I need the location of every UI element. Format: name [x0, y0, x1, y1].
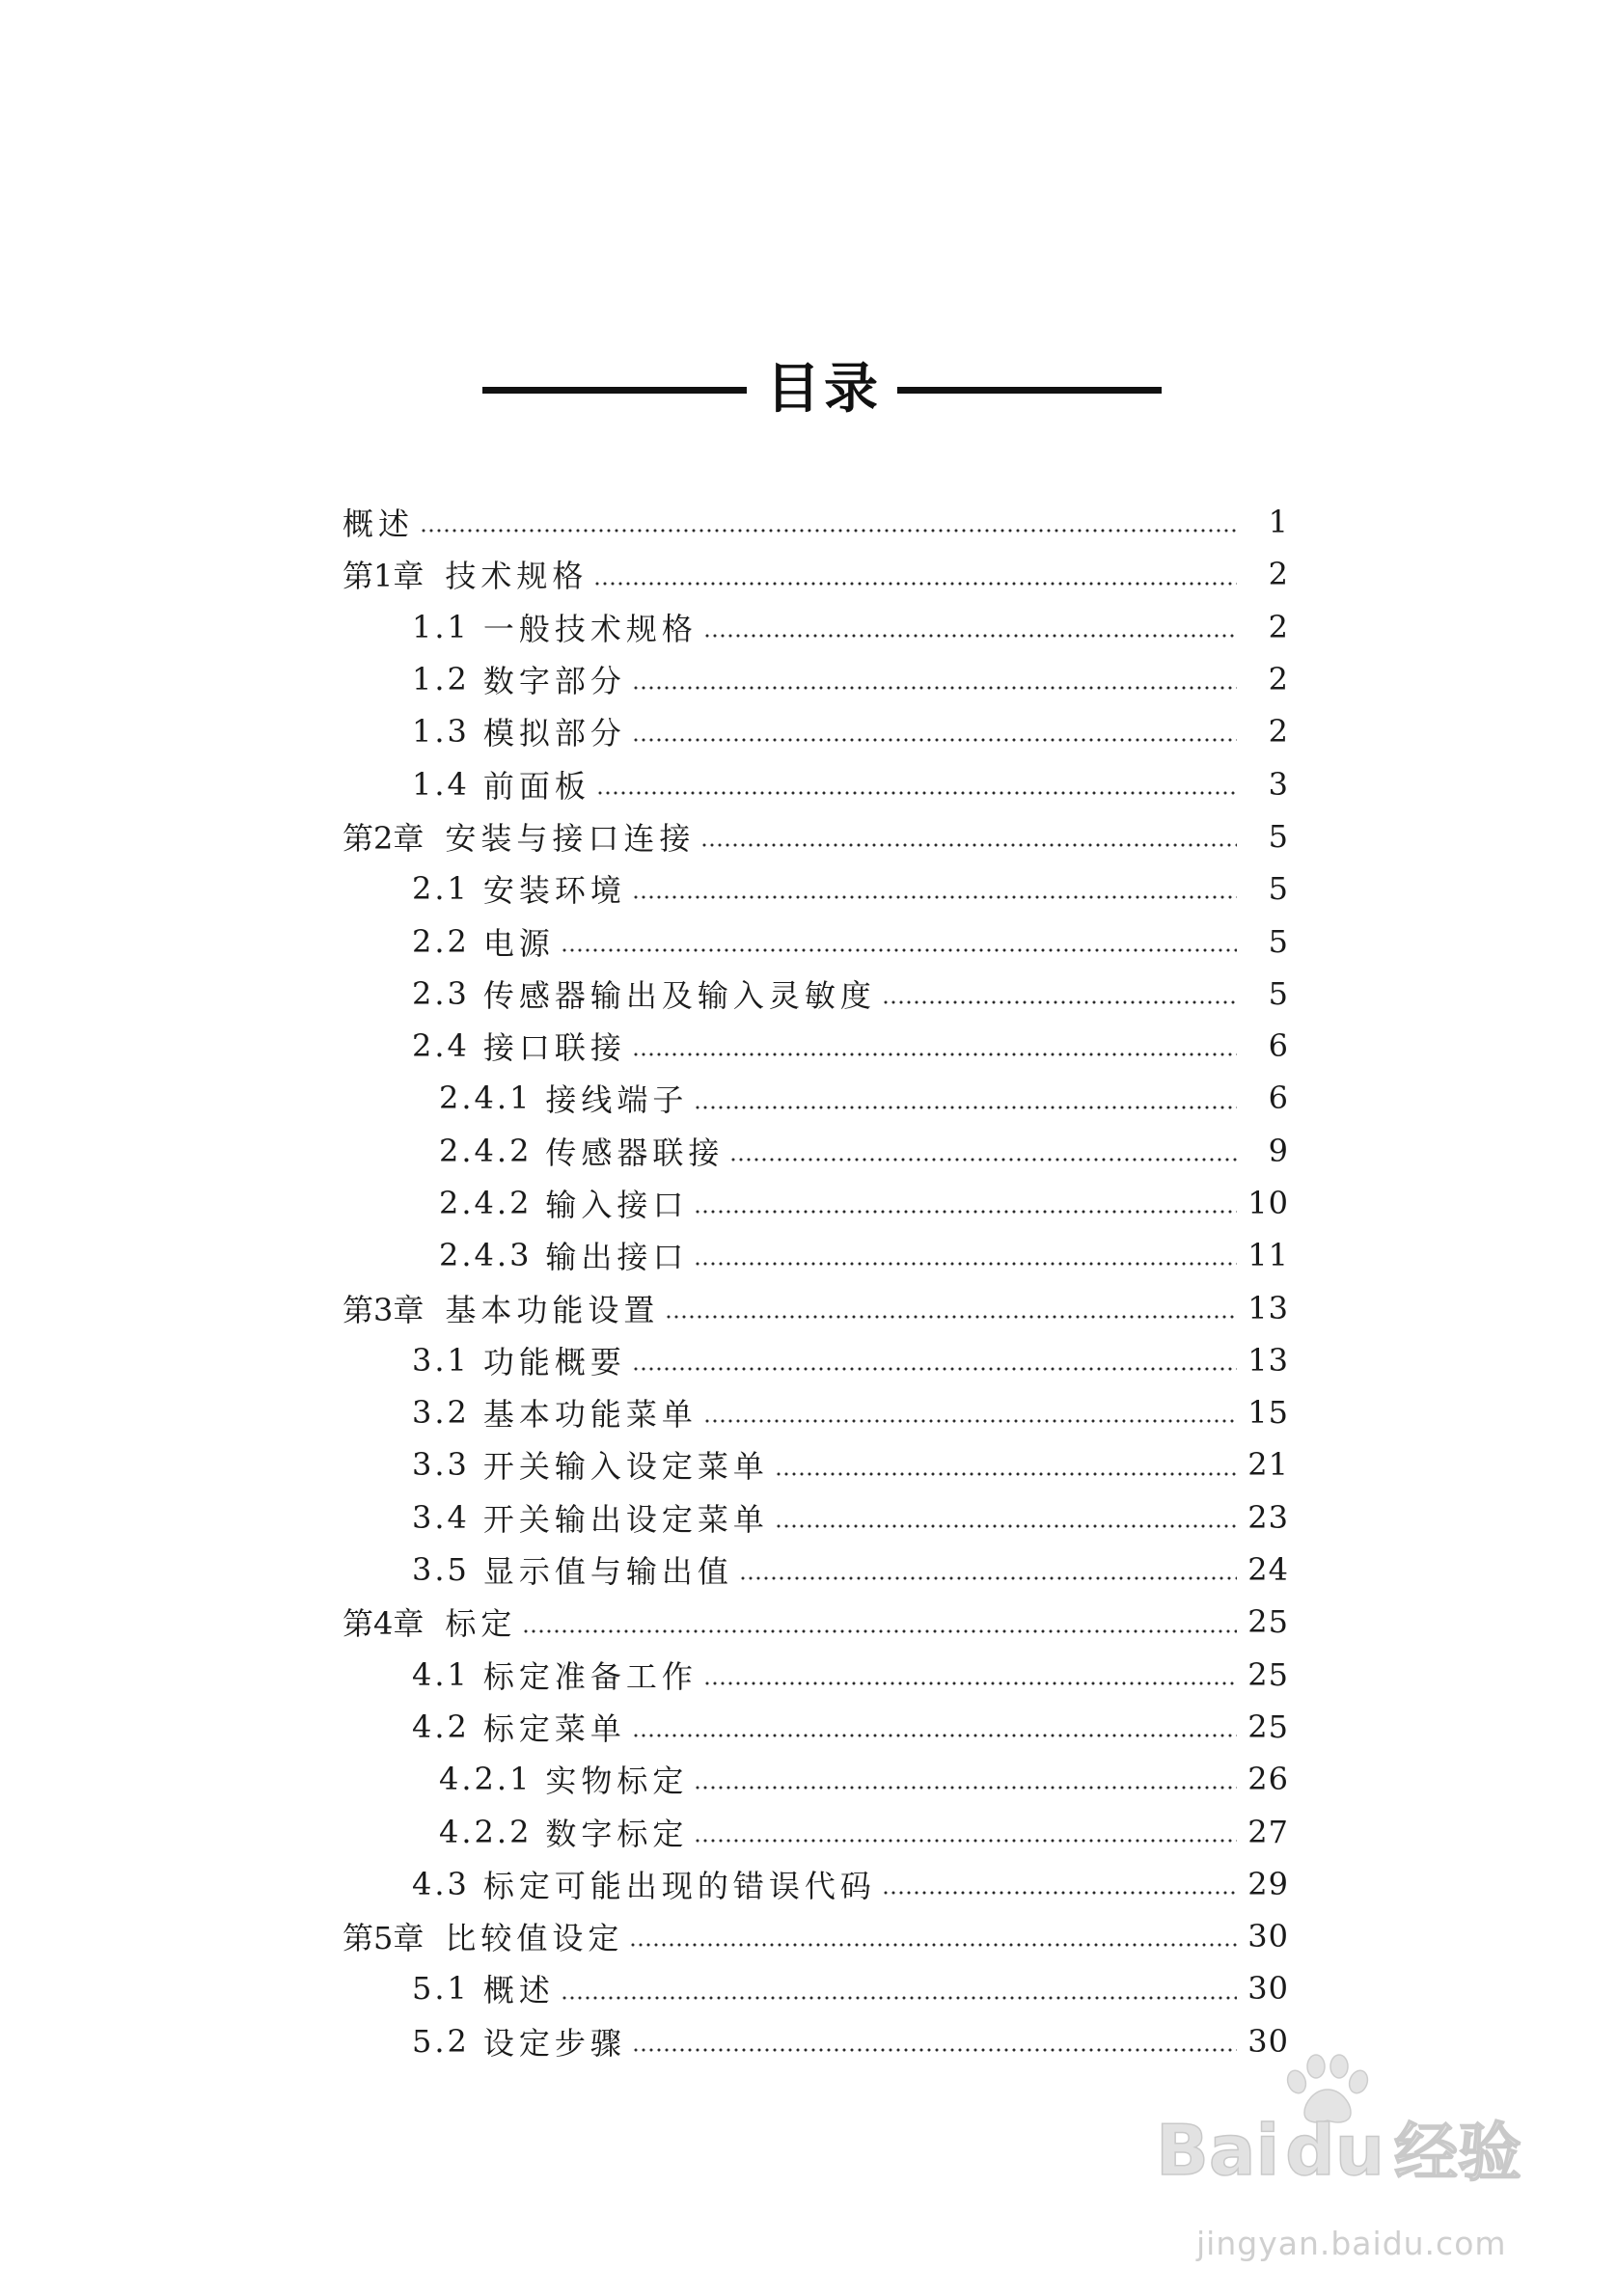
watermark-brand-latin-2: du [1285, 2110, 1384, 2191]
toc-entry [343, 601, 1289, 653]
toc-entry-title: 基本功能设置 [445, 1291, 660, 1328]
toc-entry-number: 3.3 [412, 1446, 470, 1484]
toc-entry-title: 接口联接 [482, 1029, 626, 1067]
toc-entry-number: 第2章 [343, 819, 425, 857]
toc-page-number: 6 [1268, 1080, 1289, 1117]
toc-dot-leader [632, 738, 1237, 742]
toc-entry-title: 安装与接口连接 [445, 819, 696, 857]
toc-page-number: 24 [1247, 1551, 1289, 1589]
toc-entry-number: 3.5 [412, 1551, 470, 1589]
toc-entry-title: 标定菜单 [482, 1709, 626, 1747]
watermark-url: jingyan.baidu.com [1196, 2225, 1507, 2262]
toc-dot-leader [632, 2048, 1237, 2052]
toc-entry-number: 5.2 [412, 2022, 470, 2060]
toc-page-number: 10 [1247, 1185, 1289, 1221]
toc-entry [343, 705, 1289, 757]
toc-entry-title: 输入接口 [545, 1187, 689, 1223]
toc-entry [343, 1858, 1289, 1910]
toc-entry [343, 915, 1289, 967]
toc-entry-title: 概述 [343, 506, 415, 543]
toc-heading [482, 353, 1162, 426]
watermark-brand-cn: 经验 [1393, 2116, 1521, 2190]
toc-entry-title: 传感器联接 [545, 1134, 725, 1171]
toc-entry [343, 1072, 1289, 1124]
toc-entry-title: 标定准备工作 [482, 1657, 698, 1695]
toc-page-number: 3 [1268, 765, 1289, 803]
toc-dot-leader [420, 529, 1237, 533]
toc-page-number: 25 [1247, 1708, 1289, 1745]
page-title: 目录 [766, 358, 882, 421]
toc-page-number: 30 [1247, 2022, 1289, 2060]
toc-entry-number: 第5章 [343, 1920, 425, 1957]
toc-page-number: 27 [1247, 1813, 1289, 1850]
toc-entry-number: 4.3 [412, 1865, 470, 1902]
toc-page-number: 30 [1247, 1970, 1289, 2008]
toc-entry-title: 安装环境 [482, 872, 626, 910]
toc-entry-number: 4.2 [412, 1708, 470, 1745]
toc-entry-title: 电源 [482, 924, 555, 962]
toc-dot-leader [593, 582, 1237, 586]
toc-page-number: 5 [1268, 974, 1289, 1012]
toc-entry-title: 设定步骤 [482, 2024, 626, 2062]
toc-dot-leader [561, 948, 1237, 952]
toc-entry [343, 1491, 1289, 1544]
toc-entry [343, 1649, 1289, 1701]
toc-page-number: 25 [1247, 1655, 1289, 1693]
toc-page-number: 29 [1247, 1865, 1289, 1902]
toc-dot-leader [632, 1734, 1237, 1737]
toc-dot-leader [629, 1943, 1237, 1947]
toc-entry-number: 5.1 [412, 1970, 470, 2008]
heading-rule-left [482, 387, 747, 394]
toc-entry [343, 2015, 1289, 2067]
toc-entry [343, 1438, 1289, 1490]
toc-page-number: 9 [1268, 1132, 1289, 1169]
toc-dot-leader [882, 1000, 1237, 1004]
toc-entry-number: 2.4 [412, 1027, 470, 1065]
toc-entry-number: 1.2 [412, 661, 470, 698]
toc-dot-leader [729, 1158, 1237, 1162]
toc-dot-leader [561, 1996, 1237, 2000]
toc-page-number: 30 [1247, 1918, 1289, 1955]
toc-entry-number: 第1章 [343, 558, 425, 595]
toc-dot-leader [775, 1524, 1237, 1528]
heading-rule-right [897, 387, 1162, 394]
toc-entry-title: 标定可能出现的错误代码 [482, 1867, 876, 1904]
toc-dot-leader [694, 1210, 1237, 1214]
toc-entry-number: 3.4 [412, 1498, 470, 1536]
toc-dot-leader [703, 1681, 1237, 1685]
toc-entry [343, 757, 1289, 809]
toc-page-number: 2 [1268, 608, 1289, 645]
toc-page-number: 2 [1268, 556, 1289, 593]
toc-page-number: 11 [1247, 1237, 1289, 1274]
toc-page-number: 6 [1268, 1027, 1289, 1065]
toc-dot-leader [632, 895, 1237, 899]
toc-entry [343, 1125, 1289, 1177]
toc-entry-number: 4.1 [412, 1655, 470, 1693]
toc-dot-leader [596, 791, 1237, 795]
toc-dot-leader [522, 1629, 1237, 1633]
toc-page-number: 13 [1247, 1341, 1289, 1379]
toc-page-number: 13 [1247, 1289, 1289, 1326]
toc-dot-leader [632, 686, 1237, 690]
toc-entry [343, 1334, 1289, 1386]
toc-dot-leader [694, 1786, 1237, 1790]
toc-dot-leader [632, 1052, 1237, 1056]
toc-entry-number: 2.4.2 [439, 1185, 533, 1221]
toc-entry-number: 3.1 [412, 1341, 470, 1379]
toc-entry [343, 1962, 1289, 2014]
toc-entry-title: 基本功能菜单 [482, 1396, 698, 1434]
toc-entry-number: 2.1 [412, 870, 470, 908]
toc-page-number: 5 [1268, 870, 1289, 908]
toc-page-number: 25 [1247, 1603, 1289, 1641]
toc-entry-number: 2.4.1 [439, 1080, 533, 1117]
toc-entry-number: 1.4 [412, 765, 470, 803]
watermark-brand-latin-1: Bai [1156, 2110, 1280, 2191]
toc-entry-title: 接线端子 [545, 1081, 689, 1119]
toc-entry-title: 数字标定 [545, 1815, 689, 1852]
toc-page-number: 23 [1247, 1498, 1289, 1536]
toc-entry-title: 模拟部分 [482, 715, 626, 752]
toc-entry-title: 输出接口 [545, 1239, 689, 1276]
toc-dot-leader [665, 1315, 1237, 1319]
table-of-contents [343, 496, 1289, 2067]
toc-entry [343, 1177, 1289, 1229]
toc-dot-leader [632, 1367, 1237, 1371]
toc-page-number: 5 [1268, 922, 1289, 960]
toc-entry [343, 1229, 1289, 1281]
toc-dot-leader [739, 1576, 1237, 1580]
toc-entry-number: 2.2 [412, 922, 470, 960]
toc-entry-title: 开关输出设定菜单 [482, 1500, 769, 1538]
watermark-brand [1156, 2101, 1521, 2193]
toc-entry-title: 传感器输出及输入灵敏度 [482, 976, 876, 1014]
toc-entry-title: 数字部分 [482, 663, 626, 700]
toc-page-number: 5 [1268, 817, 1289, 855]
toc-entry [343, 1544, 1289, 1596]
toc-page-number: 21 [1247, 1446, 1289, 1484]
toc-entry [343, 810, 1289, 862]
toc-entry-title: 一般技术规格 [482, 610, 698, 647]
toc-entry-title: 前面板 [482, 767, 590, 805]
toc-dot-leader [703, 1419, 1237, 1423]
toc-dot-leader [882, 1891, 1237, 1895]
toc-entry [343, 1020, 1289, 1072]
toc-entry-number: 4.2.1 [439, 1761, 533, 1798]
toc-entry-title: 开关输入设定菜单 [482, 1448, 769, 1486]
toc-entry [343, 862, 1289, 915]
toc-entry-title: 比较值设定 [445, 1920, 624, 1957]
toc-dot-leader [700, 843, 1237, 847]
toc-entry [343, 1910, 1289, 1962]
toc-entry [343, 1596, 1289, 1648]
toc-entry [343, 968, 1289, 1020]
toc-entry [343, 1805, 1289, 1857]
toc-entry-title: 标定 [445, 1605, 517, 1643]
toc-entry-title: 显示值与输出值 [482, 1553, 733, 1591]
toc-dot-leader [694, 1839, 1237, 1843]
toc-entry-number: 1.3 [412, 713, 470, 751]
toc-page-number: 2 [1268, 713, 1289, 751]
toc-entry [343, 653, 1289, 705]
toc-entry [343, 1753, 1289, 1805]
toc-entry-number: 4.2.2 [439, 1813, 533, 1850]
toc-entry [343, 1386, 1289, 1438]
toc-dot-leader [694, 1106, 1237, 1109]
toc-entry-number: 2.4.3 [439, 1237, 533, 1274]
toc-dot-leader [694, 1262, 1237, 1266]
toc-entry-title: 实物标定 [545, 1763, 689, 1800]
toc-entry-number: 3.2 [412, 1394, 470, 1432]
toc-entry-title: 技术规格 [445, 558, 589, 595]
toc-entry [343, 548, 1289, 600]
toc-entry [343, 1701, 1289, 1753]
toc-dot-leader [775, 1472, 1237, 1476]
toc-entry-number: 第3章 [343, 1291, 425, 1328]
toc-entry [343, 496, 1289, 548]
toc-dot-leader [703, 634, 1237, 638]
toc-page-number: 15 [1247, 1394, 1289, 1432]
toc-entry-title: 概述 [482, 1972, 555, 2009]
toc-entry [343, 1281, 1289, 1333]
toc-page-number: 1 [1268, 504, 1289, 541]
toc-page-number: 26 [1247, 1761, 1289, 1798]
toc-entry-number: 2.4.2 [439, 1132, 533, 1169]
toc-entry-number: 1.1 [412, 608, 470, 645]
toc-entry-number: 第4章 [343, 1605, 425, 1643]
toc-page-number: 2 [1268, 661, 1289, 698]
toc-entry-number: 2.3 [412, 974, 470, 1012]
toc-entry-title: 功能概要 [482, 1343, 626, 1380]
